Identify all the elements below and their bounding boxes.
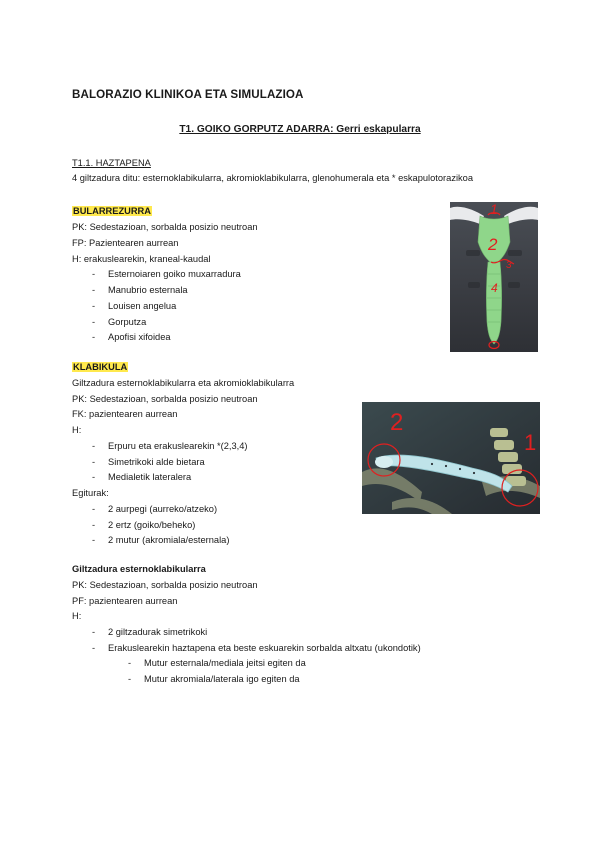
- list-item: Erpuru eta erakuslearekin *(2,3,4): [108, 441, 248, 451]
- list-item: Louisen angelua: [108, 301, 177, 311]
- klabikula-line: Giltzadura esternoklabikularra eta akromioklabikularra: [72, 378, 295, 388]
- sublist-bullet: -: [128, 674, 132, 684]
- list-bullet: -: [92, 441, 96, 451]
- list-item: Esternoiaren goiko muxarradura: [108, 269, 241, 279]
- egiturak-label: Egiturak:: [72, 488, 109, 498]
- sternum-image: [450, 202, 538, 352]
- bularrezurra-line-pk: PK: Sedestazioan, sorbalda posizio neutroan: [72, 222, 258, 232]
- bularrezurra-highlight: BULARREZURRA: [73, 206, 151, 216]
- sublist-item: Mutur esternala/mediala jeitsi egiten da: [144, 658, 306, 668]
- bularrezurra-line-h: H: erakuslearekin, kraneal-kaudal: [72, 254, 211, 264]
- list-bullet: -: [92, 332, 96, 342]
- list-bullet: -: [92, 472, 96, 482]
- klabikula-highlight: KLABIKULA: [73, 362, 128, 372]
- list-item: 2 ertz (goiko/beheko): [108, 520, 196, 530]
- figure-label-2: 2: [390, 409, 404, 436]
- intro-line: 4 giltzadura ditu: esternoklabikularra, akromioklabikularra, glenohumerala eta * eskapulotorazikoa: [72, 173, 474, 183]
- bularrezurra-line-fp: FP: Pazientearen aurrean: [72, 238, 179, 248]
- list-bullet: -: [92, 504, 96, 514]
- esternoklabikularra-line-h: H:: [72, 611, 82, 621]
- sublist-item: Mutur akromiala/laterala igo egiten da: [144, 674, 300, 684]
- list-item: Erakuslearekin haztapena eta beste eskuarekin sorbalda altxatu (ukondotik): [108, 643, 421, 653]
- esternoklabikularra-line-pk: PK: Sedestazioan, sorbalda posizio neutroan: [72, 580, 258, 590]
- esternoklabikularra-line-pf: PF: pazientearen aurrean: [72, 596, 178, 606]
- section-heading-bularrezurra: [72, 205, 152, 217]
- figure-label-1: 1: [490, 202, 498, 217]
- figure-label-4: 4: [491, 281, 498, 295]
- list-item: Simetrikoki alde bietara: [108, 457, 205, 467]
- section-heading-esternoklabikularra: Giltzadura esternoklabikularra: [72, 564, 206, 574]
- list-item: Medialetik lateralera: [108, 472, 192, 482]
- list-bullet: -: [92, 269, 96, 279]
- list-item: Apofisi xifoidea: [108, 332, 171, 342]
- section-heading-haztapena: T1.1. HAZTAPENA: [72, 158, 151, 168]
- klabikula-line-pk: PK: Sedestazioan, sorbalda posizio neutroan: [72, 394, 258, 404]
- list-item: 2 aurpegi (aurreko/atzeko): [108, 504, 218, 514]
- list-bullet: -: [92, 301, 96, 311]
- list-bullet: -: [92, 457, 96, 467]
- clavicle-image: [362, 402, 540, 514]
- list-bullet: -: [92, 317, 96, 327]
- list-bullet: -: [92, 643, 96, 653]
- list-bullet: -: [92, 285, 96, 295]
- clavicle-illustration: [362, 402, 540, 514]
- sternum-illustration: [450, 202, 538, 352]
- sublist-bullet: -: [128, 658, 132, 668]
- list-bullet: -: [92, 520, 96, 530]
- figure-label-2: 2: [488, 235, 498, 254]
- document-title: BALORAZIO KLINIKOA ETA SIMULAZIOA: [72, 88, 304, 101]
- list-item: 2 mutur (akromiala/esternala): [108, 535, 230, 545]
- list-item: 2 giltzadurak simetrikoki: [108, 627, 208, 637]
- list-item: Manubrio esternala: [108, 285, 188, 295]
- klabikula-line-fk: FK: pazientearen aurrean: [72, 409, 178, 419]
- klabikula-line-h: H:: [72, 425, 82, 435]
- document-subtitle: T1. GOIKO GORPUTZ ADARRA: Gerri eskapularra: [179, 124, 421, 135]
- list-bullet: -: [92, 627, 96, 637]
- list-item: Gorputza: [108, 317, 147, 327]
- figure-label-1: 1: [524, 430, 537, 455]
- list-bullet: -: [92, 535, 96, 545]
- figure-label-3: 3: [506, 260, 512, 271]
- section-heading-klabikula: [72, 361, 128, 373]
